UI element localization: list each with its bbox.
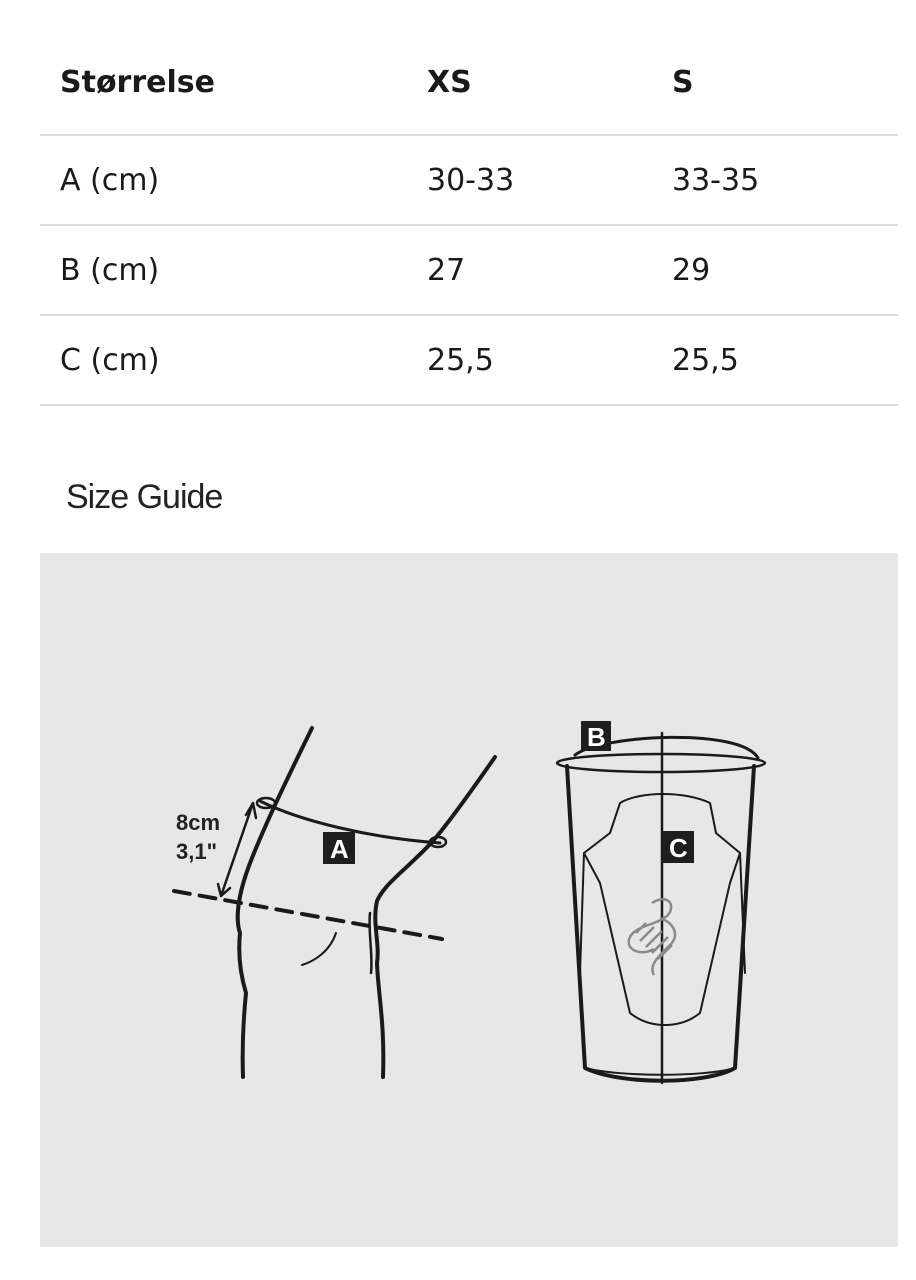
label-a: A — [330, 834, 349, 864]
label-c-marker — [662, 831, 694, 863]
distance-in-label: 3,1" — [176, 839, 218, 864]
size-guide-panel — [40, 553, 898, 1247]
size-table — [40, 30, 898, 406]
label-a-marker — [323, 832, 355, 864]
size-guide-title: Size Guide — [66, 478, 223, 516]
row-label: C (cm) — [60, 342, 160, 378]
header-size: Størrelse — [60, 64, 215, 100]
cell-s: 25,5 — [672, 342, 739, 378]
header-xs: XS — [427, 64, 472, 100]
knee-pad-illustration — [557, 733, 765, 1083]
cell-xs: 27 — [427, 252, 466, 288]
label-b-marker — [581, 721, 611, 752]
table-header-row — [40, 30, 898, 135]
label-c: C — [669, 833, 688, 863]
cell-s: 29 — [672, 252, 711, 288]
distance-cm-label: 8cm — [176, 810, 221, 835]
label-b: B — [587, 722, 606, 752]
table-row — [40, 225, 898, 315]
size-guide-illustration — [40, 553, 898, 1247]
row-label: A (cm) — [60, 162, 160, 198]
table-row — [40, 315, 898, 405]
cell-xs: 30-33 — [427, 162, 515, 198]
header-s: S — [672, 64, 694, 100]
table-row — [40, 135, 898, 225]
cell-xs: 25,5 — [427, 342, 494, 378]
brand-logo-icon — [629, 899, 675, 975]
cell-s: 33-35 — [672, 162, 760, 198]
row-label: B (cm) — [60, 252, 160, 288]
knee-illustration — [174, 728, 495, 1077]
